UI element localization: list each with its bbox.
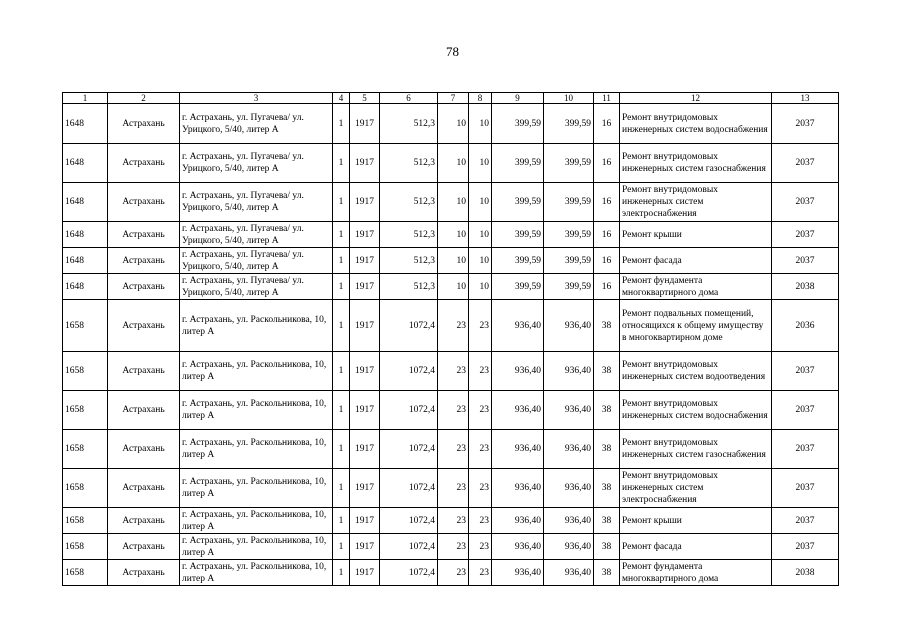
cell-municipality: Астрахань [108, 300, 180, 352]
cell-municipality: Астрахань [108, 560, 180, 586]
cell-col-10: 399,59 [544, 183, 594, 222]
cell-municipality: Астрахань [108, 222, 180, 248]
column-number: 4 [333, 93, 350, 104]
cell-work-type: Ремонт фундамента многоквартирного дома [620, 560, 772, 586]
cell-col-11: 16 [594, 104, 620, 144]
cell-col-7: 23 [438, 534, 469, 560]
cell-col-10: 399,59 [544, 104, 594, 144]
cell-col-11: 38 [594, 430, 620, 469]
cell-work-type: Ремонт фундамента многоквартирного дома [620, 274, 772, 300]
cell-area: 512,3 [380, 183, 438, 222]
cell-address: г. Астрахань, ул. Пугачева/ ул. Урицкого, 5/40, литер А [180, 144, 333, 183]
cell-address: г. Астрахань, ул. Пугачева/ ул. Урицкого, 5/40, литер А [180, 104, 333, 144]
cell-work-type: Ремонт внутридомовых инженерных систем электроснабжения [620, 183, 772, 222]
cell-year: 1917 [350, 274, 380, 300]
cell-col-11: 38 [594, 469, 620, 508]
cell-col-8: 23 [469, 430, 492, 469]
cell-col-8: 10 [469, 183, 492, 222]
cell-col-8: 23 [469, 300, 492, 352]
cell-col-9: 399,59 [492, 104, 544, 144]
column-number: 5 [350, 93, 380, 104]
cell-col-4: 1 [333, 560, 350, 586]
table-row [63, 508, 839, 534]
cell-area: 1072,4 [380, 534, 438, 560]
cell-col-10: 399,59 [544, 144, 594, 183]
cell-year: 1917 [350, 300, 380, 352]
cell-col-8: 23 [469, 352, 492, 391]
table-row [63, 430, 839, 469]
cell-col-9: 936,40 [492, 560, 544, 586]
works-table [62, 92, 839, 586]
cell-object-id: 1648 [63, 183, 108, 222]
column-number: 7 [438, 93, 469, 104]
cell-col-9: 399,59 [492, 222, 544, 248]
cell-col-7: 10 [438, 104, 469, 144]
cell-col-7: 23 [438, 560, 469, 586]
cell-col-7: 10 [438, 274, 469, 300]
cell-col-4: 1 [333, 274, 350, 300]
cell-year: 1917 [350, 352, 380, 391]
cell-col-4: 1 [333, 352, 350, 391]
cell-col-4: 1 [333, 391, 350, 430]
cell-area: 1072,4 [380, 430, 438, 469]
cell-col-10: 399,59 [544, 248, 594, 274]
cell-col-4: 1 [333, 508, 350, 534]
cell-col-11: 38 [594, 300, 620, 352]
cell-planned-year: 2037 [772, 352, 839, 391]
cell-col-11: 16 [594, 144, 620, 183]
column-number: 8 [469, 93, 492, 104]
cell-work-type: Ремонт крыши [620, 508, 772, 534]
cell-municipality: Астрахань [108, 144, 180, 183]
cell-col-11: 38 [594, 391, 620, 430]
cell-planned-year: 2037 [772, 183, 839, 222]
cell-area: 512,3 [380, 248, 438, 274]
cell-col-4: 1 [333, 104, 350, 144]
cell-address: г. Астрахань, ул. Раскольникова, 10, литер А [180, 560, 333, 586]
cell-planned-year: 2037 [772, 508, 839, 534]
cell-col-9: 399,59 [492, 248, 544, 274]
column-number: 3 [180, 93, 333, 104]
cell-col-4: 1 [333, 469, 350, 508]
cell-col-8: 10 [469, 144, 492, 183]
cell-col-7: 23 [438, 352, 469, 391]
cell-municipality: Астрахань [108, 391, 180, 430]
cell-planned-year: 2038 [772, 274, 839, 300]
cell-area: 512,3 [380, 104, 438, 144]
cell-area: 1072,4 [380, 352, 438, 391]
cell-object-id: 1648 [63, 274, 108, 300]
cell-col-7: 23 [438, 391, 469, 430]
cell-col-8: 10 [469, 222, 492, 248]
cell-planned-year: 2037 [772, 391, 839, 430]
cell-col-9: 936,40 [492, 508, 544, 534]
cell-planned-year: 2036 [772, 300, 839, 352]
cell-col-9: 399,59 [492, 183, 544, 222]
cell-col-4: 1 [333, 430, 350, 469]
cell-area: 1072,4 [380, 508, 438, 534]
cell-planned-year: 2037 [772, 534, 839, 560]
cell-col-11: 38 [594, 560, 620, 586]
cell-col-11: 16 [594, 183, 620, 222]
column-number: 12 [620, 93, 772, 104]
cell-col-9: 936,40 [492, 391, 544, 430]
table-row [63, 469, 839, 508]
cell-municipality: Астрахань [108, 430, 180, 469]
cell-address: г. Астрахань, ул. Раскольникова, 10, литер А [180, 534, 333, 560]
cell-municipality: Астрахань [108, 534, 180, 560]
table-row [63, 248, 839, 274]
cell-planned-year: 2038 [772, 560, 839, 586]
cell-col-11: 16 [594, 248, 620, 274]
cell-work-type: Ремонт подвальных помещений, относящихся к общему имуществу в многоквартирном доме [620, 300, 772, 352]
cell-municipality: Астрахань [108, 508, 180, 534]
cell-col-4: 1 [333, 534, 350, 560]
table-row [63, 144, 839, 183]
cell-object-id: 1658 [63, 391, 108, 430]
cell-address: г. Астрахань, ул. Раскольникова, 10, литер А [180, 300, 333, 352]
cell-year: 1917 [350, 534, 380, 560]
table-row [63, 104, 839, 144]
column-number: 1 [63, 93, 108, 104]
column-number: 10 [544, 93, 594, 104]
cell-area: 512,3 [380, 144, 438, 183]
cell-col-11: 16 [594, 274, 620, 300]
cell-year: 1917 [350, 104, 380, 144]
cell-municipality: Астрахань [108, 104, 180, 144]
cell-work-type: Ремонт внутридомовых инженерных систем газоснабжения [620, 430, 772, 469]
cell-col-7: 23 [438, 430, 469, 469]
cell-municipality: Астрахань [108, 469, 180, 508]
cell-col-10: 399,59 [544, 222, 594, 248]
cell-col-9: 936,40 [492, 534, 544, 560]
cell-col-9: 936,40 [492, 352, 544, 391]
cell-work-type: Ремонт фасада [620, 248, 772, 274]
cell-year: 1917 [350, 560, 380, 586]
cell-col-4: 1 [333, 300, 350, 352]
cell-area: 512,3 [380, 274, 438, 300]
cell-col-8: 23 [469, 534, 492, 560]
cell-planned-year: 2037 [772, 248, 839, 274]
table-row [63, 534, 839, 560]
cell-year: 1917 [350, 391, 380, 430]
cell-col-10: 399,59 [544, 274, 594, 300]
cell-object-id: 1648 [63, 248, 108, 274]
cell-col-8: 10 [469, 104, 492, 144]
cell-municipality: Астрахань [108, 183, 180, 222]
cell-col-8: 23 [469, 469, 492, 508]
cell-planned-year: 2037 [772, 222, 839, 248]
cell-object-id: 1648 [63, 104, 108, 144]
cell-work-type: Ремонт внутридомовых инженерных систем газоснабжения [620, 144, 772, 183]
cell-object-id: 1648 [63, 222, 108, 248]
cell-col-10: 936,40 [544, 534, 594, 560]
cell-object-id: 1648 [63, 144, 108, 183]
cell-address: г. Астрахань, ул. Раскольникова, 10, литер А [180, 391, 333, 430]
cell-col-11: 38 [594, 508, 620, 534]
cell-col-10: 936,40 [544, 430, 594, 469]
cell-object-id: 1658 [63, 300, 108, 352]
cell-work-type: Ремонт фасада [620, 534, 772, 560]
cell-address: г. Астрахань, ул. Раскольникова, 10, литер А [180, 430, 333, 469]
cell-work-type: Ремонт внутридомовых инженерных систем водоотведения [620, 352, 772, 391]
cell-year: 1917 [350, 248, 380, 274]
table-row [63, 352, 839, 391]
cell-object-id: 1658 [63, 508, 108, 534]
column-number-row [63, 93, 839, 104]
cell-year: 1917 [350, 430, 380, 469]
cell-planned-year: 2037 [772, 104, 839, 144]
column-number: 6 [380, 93, 438, 104]
table-row [63, 183, 839, 222]
cell-col-4: 1 [333, 183, 350, 222]
cell-col-4: 1 [333, 144, 350, 183]
cell-address: г. Астрахань, ул. Пугачева/ ул. Урицкого, 5/40, литер А [180, 183, 333, 222]
cell-col-10: 936,40 [544, 391, 594, 430]
table-row [63, 274, 839, 300]
cell-work-type: Ремонт внутридомовых инженерных систем электроснабжения [620, 469, 772, 508]
cell-col-9: 399,59 [492, 274, 544, 300]
cell-work-type: Ремонт внутридомовых инженерных систем водоснабжения [620, 104, 772, 144]
cell-col-10: 936,40 [544, 508, 594, 534]
column-number: 13 [772, 93, 839, 104]
cell-object-id: 1658 [63, 352, 108, 391]
table-row [63, 391, 839, 430]
cell-work-type: Ремонт внутридомовых инженерных систем водоснабжения [620, 391, 772, 430]
cell-object-id: 1658 [63, 560, 108, 586]
cell-address: г. Астрахань, ул. Пугачева/ ул. Урицкого, 5/40, литер А [180, 222, 333, 248]
cell-address: г. Астрахань, ул. Раскольникова, 10, литер А [180, 508, 333, 534]
table-row [63, 222, 839, 248]
cell-municipality: Астрахань [108, 352, 180, 391]
cell-area: 1072,4 [380, 469, 438, 508]
cell-col-7: 10 [438, 183, 469, 222]
cell-year: 1917 [350, 183, 380, 222]
cell-col-7: 23 [438, 508, 469, 534]
cell-year: 1917 [350, 469, 380, 508]
cell-col-11: 16 [594, 222, 620, 248]
cell-address: г. Астрахань, ул. Раскольникова, 10, литер А [180, 469, 333, 508]
cell-planned-year: 2037 [772, 144, 839, 183]
cell-col-10: 936,40 [544, 469, 594, 508]
cell-col-8: 23 [469, 391, 492, 430]
cell-area: 1072,4 [380, 391, 438, 430]
cell-municipality: Астрахань [108, 248, 180, 274]
cell-col-7: 10 [438, 144, 469, 183]
page-number: 78 [446, 44, 459, 59]
cell-address: г. Астрахань, ул. Пугачева/ ул. Урицкого, 5/40, литер А [180, 248, 333, 274]
cell-col-10: 936,40 [544, 560, 594, 586]
cell-col-10: 936,40 [544, 300, 594, 352]
cell-col-7: 10 [438, 222, 469, 248]
cell-year: 1917 [350, 222, 380, 248]
cell-address: г. Астрахань, ул. Раскольникова, 10, литер А [180, 352, 333, 391]
cell-col-8: 10 [469, 274, 492, 300]
cell-col-7: 23 [438, 300, 469, 352]
cell-municipality: Астрахань [108, 274, 180, 300]
cell-object-id: 1658 [63, 430, 108, 469]
cell-col-8: 23 [469, 560, 492, 586]
cell-col-8: 23 [469, 508, 492, 534]
cell-area: 1072,4 [380, 560, 438, 586]
column-number: 9 [492, 93, 544, 104]
cell-col-11: 38 [594, 352, 620, 391]
cell-year: 1917 [350, 144, 380, 183]
cell-col-10: 936,40 [544, 352, 594, 391]
cell-area: 512,3 [380, 222, 438, 248]
table-row [63, 560, 839, 586]
cell-col-9: 399,59 [492, 144, 544, 183]
cell-object-id: 1658 [63, 534, 108, 560]
cell-object-id: 1658 [63, 469, 108, 508]
table-row [63, 300, 839, 352]
column-number: 11 [594, 93, 620, 104]
column-number: 2 [108, 93, 180, 104]
cell-col-4: 1 [333, 248, 350, 274]
cell-area: 1072,4 [380, 300, 438, 352]
cell-col-7: 23 [438, 469, 469, 508]
cell-work-type: Ремонт крыши [620, 222, 772, 248]
cell-col-7: 10 [438, 248, 469, 274]
cell-planned-year: 2037 [772, 430, 839, 469]
cell-col-8: 10 [469, 248, 492, 274]
cell-year: 1917 [350, 508, 380, 534]
cell-col-4: 1 [333, 222, 350, 248]
cell-col-9: 936,40 [492, 430, 544, 469]
cell-col-9: 936,40 [492, 300, 544, 352]
cell-col-11: 38 [594, 534, 620, 560]
cell-col-9: 936,40 [492, 469, 544, 508]
cell-planned-year: 2037 [772, 469, 839, 508]
cell-address: г. Астрахань, ул. Пугачева/ ул. Урицкого, 5/40, литер А [180, 274, 333, 300]
